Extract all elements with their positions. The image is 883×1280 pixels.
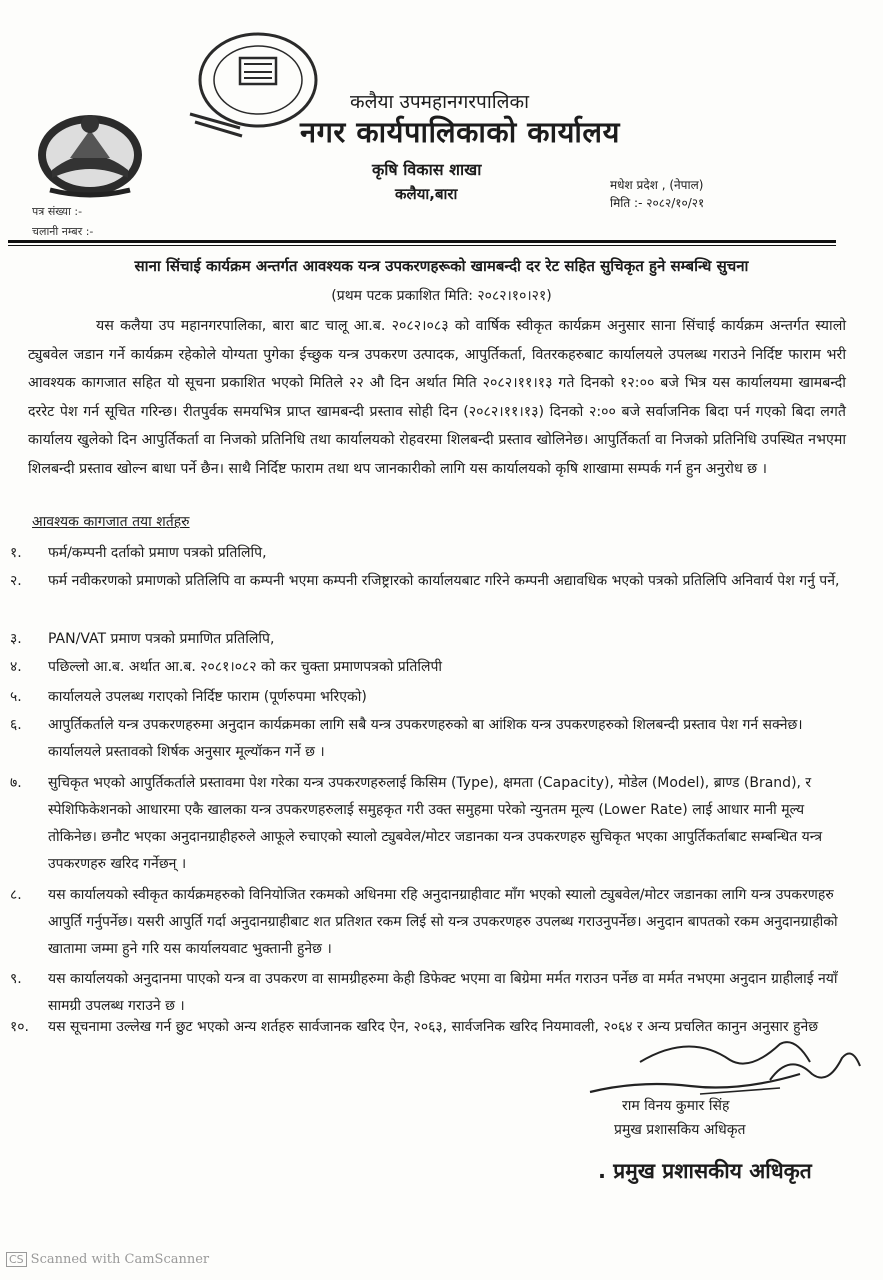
list-item-text: पछिल्लो आ.ब. अर्थात आ.ब. २०८१।०८२ को कर चुक्ता प्रमाणपत्रको प्रतिलिपी — [48, 659, 443, 675]
notice-subject: साना सिंचाई कार्यक्रम अन्तर्गत आवश्यक यन्त्र उपकरणहरूको खामबन्दी दर रेट सहित सुचिकृत हुने सम्बन्धि सुचना — [134, 257, 749, 275]
signatory-title: प्रमुख प्रशासकिय अधिकृत — [614, 1122, 746, 1138]
list-item-text: कार्यालयले उपलब्ध गराएको निर्दिष्ट फाराम (पूर्णरुपमा भरिएको) — [48, 689, 367, 705]
nepal-emblem-icon — [30, 100, 150, 200]
list-item-number: ६. — [10, 717, 22, 733]
signatory-name: राम विनय कुमार सिंह — [622, 1098, 730, 1114]
list-item-text: यस कार्यालयको अनुदानमा पाएको यन्त्र वा उपकरण वा सामग्रीहरुमा केही डिफेक्ट भएमा वा बिग्रेमा मर्मत गराउन पर्नेछ वा मर्मत नभएमा अनुदान ग्राहीलाई नयाँ सामग्री उपलब्ध गराउने छ । — [48, 971, 838, 1014]
municipality-name: कलैया उपमहानगरपालिका — [350, 91, 530, 113]
list-item-number: २. — [10, 573, 22, 589]
list-item — [10, 540, 840, 567]
list-item-number: ७. — [10, 775, 22, 791]
list-item — [10, 712, 840, 766]
list-item-number: १. — [10, 545, 22, 561]
list-item — [10, 568, 840, 595]
camscanner-logo-icon: CS — [6, 1252, 27, 1267]
first-published-date: (प्रथम पटक प्रकाशित मिति: २०८२।१०।२१) — [331, 288, 552, 304]
list-item-text: यस सूचनामा उल्लेख गर्न छुट भएको अन्य शर्तहरु सार्वजानक खरिद ऐन, २०६३, सार्वजनिक खरिद नियमावली, २०६४ र अन्य प्रचलित कानुन अनुसार हुनेछ — [48, 1019, 819, 1035]
letter-date: मिति :- २०८२/१०/२१ — [610, 196, 705, 210]
list-item-text: आपुर्तिकर्ताले यन्त्र उपकरणहरुमा अनुदान कार्यक्रमका लागि सबै यन्त्र उपकरणहरुको बा आंशिक यन्त्र उपकरणहरुको शिलबन्दी प्रस्ताव पेश गर्न सक्नेछ। कार्यालयले प्रस्तावको शिर्षक अनुसार मूल्यॉकन गर्ने छ । — [48, 717, 803, 760]
designation-seal: . प्रमुख प्रशासकीय अधिकृत — [598, 1159, 812, 1183]
dispatch-number-label: चलानी नम्बर :- — [32, 225, 94, 238]
list-item-text: फर्म नवीकरणको प्रमाणको प्रतिलिपि वा कम्पनी भएमा कम्पनी रजिष्ट्रारको कार्यालयबाट गरिने कम्पनी अद्यावधिक भएको पत्रको प्रतिलिपि अनिवार्य पेश गर्नु पर्ने, — [48, 573, 840, 589]
office-title: नगर कार्यपालिकाको कार्यालय — [300, 115, 620, 149]
list-item — [10, 770, 840, 878]
requirements-heading: आवश्यक कागजात तया शर्तहरु — [32, 514, 190, 530]
header-divider — [8, 240, 836, 243]
list-item-number: ८. — [10, 887, 22, 903]
list-item-text: यस कार्यालयको स्वीकृत कार्यक्रमहरुको विनियोजित रकमको अधिनमा रहि अनुदानग्राहीवाट माँग भएको स्यालो ट्युबवेल/मोटर जडानका लागि यन्त्र उपकरणहरु आपुर्ति गर्नुपर्नेछ। यसरी आपुर्ति गर्दा अनुदानग्राहीबाट शत प्रतिशत रकम लिई सो यन्त्र उपकरणहरु उपलब्ध गराउनुपर्नेछ। अनुदान बापतको रकम अनुदानग्राहीको खातामा जम्मा हुने गरि यस कार्यालयवाट भुक्तानी हुनेछ । — [48, 887, 838, 957]
header-divider-thin — [8, 245, 836, 246]
list-item-number: १०. — [10, 1019, 30, 1035]
scanner-text: Scanned with CamScanner — [30, 1252, 210, 1267]
notice-body: यस कलैया उप महानगरपालिका, बारा बाट चालू आ.ब. २०८२।०८३ को वार्षिक स्वीकृत कार्यक्रम अनुसार साना सिंचाई कार्यक्रम अन्तर्गत स्यालो ट्युबवेल जडान गर्ने कार्यक्रम रहेकोले योग्यता पुगेका ईच्छुक यन्त्र उपकरण उत्पादक, आपुर्तिकर्ता, वितरकहरुबाट कार्यालयले उपलब्ध गराउने निर्दिष्ट फाराम भरी आवश्यक कागजात सहित यो सूचना प्रकाशित भएको मितिले २२ औ दिन अर्थात मिति २०८२।११।१३ गते दिनको १२:०० बजे भित्र यस कार्यालयमा खामबन्दी दररेट पेश गर्न सूचित गरिन्छ। रीतपुर्वक समयभित्र प्राप्त खामबन्दी प्रस्ताव सोही दिन (२०८२।११।१३) दिनको २:०० बजे सर्वाजनिक बिदा पर्न गएको बिदा लगतै कार्यालय खुलेको दिन आपुर्तिकर्ता वा निजको प्रतिनिधि तथा कार्यालयको रोहवरमा शिलबन्दी प्रस्ताव खोलिनेछ। आपुर्तिकर्ता वा निजको प्रतिनिधि उपस्थित नभएमा शिलबन्दी प्रस्ताव खोल्न बाधा पर्ने छैन। साथै निर्दिष्ट फाराम तथा थप जानकारीको लागि यस कार्यालयको कृषि शाखामा सम्पर्क गर्न हुन अनुरोध छ । — [28, 318, 846, 477]
list-item — [10, 626, 840, 653]
list-item — [10, 882, 840, 963]
list-item — [10, 684, 840, 711]
list-item-number: ३. — [10, 631, 22, 647]
letter-number-label: पत्र संख्या :- — [32, 205, 83, 218]
province-label: मधेश प्रदेश , (नेपाल) — [610, 178, 704, 192]
office-location: कलैया,बारा — [395, 185, 458, 203]
list-item — [10, 966, 840, 1020]
office-stamp-icon — [180, 28, 320, 148]
list-item-number: ५. — [10, 689, 22, 705]
scanner-watermark — [6, 1252, 209, 1267]
list-item-number: ९. — [10, 971, 22, 987]
list-item-text: सुचिकृत भएको आपुर्तिकर्ताले प्रस्तावमा पेश गरेका यन्त्र उपकरणहरुलाई किसिम (Type), क्षमता (Capacity), मोडेल (Model), ब्राण्ड (Brand), र स्पेशिफिकेशनको आधारमा एकै खालका यन्त्र उपकरणहरुलाई समुहकृत गरी उक्त समुहमा परेको न्युनतम मूल्य (Lower Rate) लाई आधार मानी मूल्य तोकिनेछ। छनौट भएका अनुदानग्राहीहरुले आफूले रुचाएको स्यालो ट्युबवेल/मोटर जडानका यन्त्र उपकरणहरु सुचिकृत भएका आपुर्तिकर्ताबाट सम्बन्धित यन्त्र उपकरणहरु खरिद गर्नेछन् । — [48, 775, 823, 872]
list-item — [10, 654, 840, 681]
branch-name: कृषि विकास शाखा — [372, 160, 482, 179]
list-item-text: PAN/VAT प्रमाण पत्रको प्रमाणित प्रतिलिपि, — [48, 631, 275, 647]
list-item-text: फर्म/कम्पनी दर्ताको प्रमाण पत्रको प्रतिलिपि, — [48, 545, 267, 561]
list-item-number: ४. — [10, 659, 22, 675]
